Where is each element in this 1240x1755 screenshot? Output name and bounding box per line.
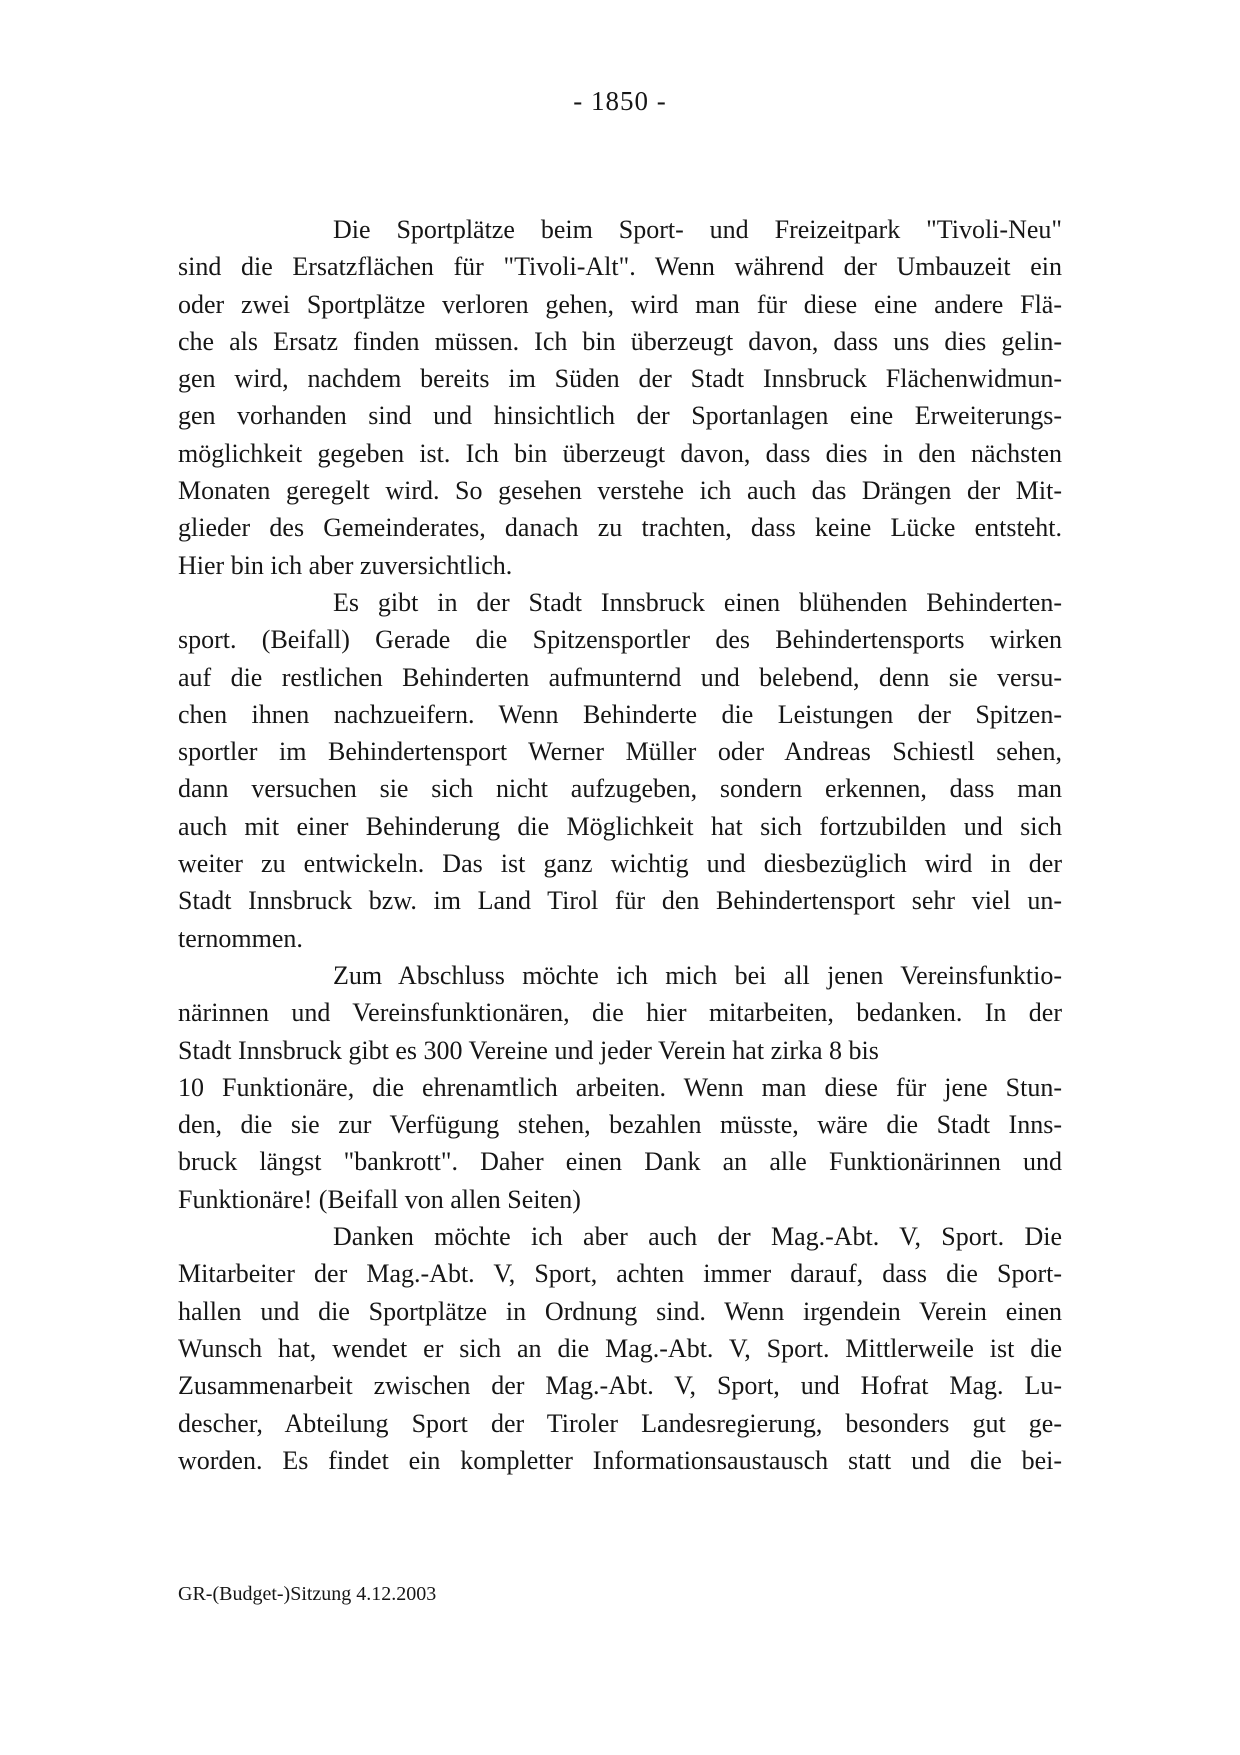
text-line-p3: bruck längst "bankrott". Daher einen Dank an alle Funktionärinnen und: [178, 1147, 1062, 1177]
text-line-p1: Die Sportplätze beim Sport- und Freizeitpark "Tivoli-Neu": [333, 215, 1062, 244]
text-line-p4: Mitarbeiter der Mag.-Abt. V, Sport, achten immer darauf, dass die Sport-: [178, 1259, 1062, 1289]
text-line-p2: auf die restlichen Behinderten aufmunternd und belebend, denn sie versu-: [178, 662, 1062, 692]
text-line-p1: Monaten geregelt wird. So gesehen verstehe ich auch das Drängen der Mit-: [178, 476, 1062, 506]
text-line-p4: hallen und die Sportplätze in Ordnung sind. Wenn irgendein Verein einen: [178, 1296, 1062, 1326]
text-line-p2: sportler im Behindertensport Werner Müller oder Andreas Schiestl sehen,: [178, 737, 1062, 767]
text-line-p1: Hier bin ich aber zuversichtlich.: [178, 550, 513, 580]
page-number: - 1850 -: [573, 86, 667, 116]
text-line-p3: Stadt Innsbruck gibt es 300 Vereine und jeder Verein hat zirka 8 bis: [178, 1035, 879, 1065]
text-line-p3: närinnen und Vereinsfunktionären, die hier mitarbeiten, bedanken. In der: [178, 998, 1062, 1028]
text-line-p2: Es gibt in der Stadt Innsbruck einen blühenden Behinderten-: [333, 587, 1062, 617]
document-body: [178, 211, 1062, 1479]
text-line-p2: dann versuchen sie sich nicht aufzugeben, sondern erkennen, dass man: [178, 774, 1062, 804]
text-line-p1: che als Ersatz finden müssen. Ich bin überzeugt davon, dass uns dies gelin-: [178, 326, 1062, 356]
text-line-p1: möglichkeit gegeben ist. Ich bin überzeugt davon, dass dies in den nächsten: [178, 438, 1062, 468]
text-line-p1: glieder des Gemeinderates, danach zu trachten, dass keine Lücke entsteht.: [178, 513, 1062, 543]
text-line-p4: descher, Abteilung Sport der Tiroler Landesregierung, besonders gut ge-: [178, 1408, 1062, 1438]
text-line-p3: Funktionäre! (Beifall von allen Seiten): [178, 1184, 581, 1214]
text-line-p2: sport. (Beifall) Gerade die Spitzensportler des Behindertensports wirken: [178, 625, 1062, 655]
text-line-p2: ternommen.: [178, 923, 303, 953]
text-line-p2: chen ihnen nachzueifern. Wenn Behinderte die Leistungen der Spitzen-: [178, 699, 1062, 729]
text-line-p3: Zum Abschluss möchte ich mich bei all jenen Vereinsfunktio-: [333, 960, 1062, 990]
text-line-p2: Stadt Innsbruck bzw. im Land Tirol für den Behindertensport sehr viel un-: [178, 886, 1062, 916]
text-line-p2: auch mit einer Behinderung die Möglichkeit hat sich fortzubilden und sich: [178, 811, 1062, 841]
text-line-p1: gen vorhanden sind und hinsichtlich der Sportanlagen eine Erweiterungs-: [178, 401, 1062, 431]
text-line-p1: oder zwei Sportplätze verloren gehen, wird man für diese eine andere Flä-: [178, 289, 1062, 319]
text-line-p4: Zusammenarbeit zwischen der Mag.-Abt. V, Sport, und Hofrat Mag. Lu-: [178, 1371, 1062, 1401]
text-line-p3: den, die sie zur Verfügung stehen, bezahlen müsste, wäre die Stadt Inns-: [178, 1110, 1062, 1140]
text-line-p4: Wunsch hat, wendet er sich an die Mag.-Abt. V, Sport. Mittlerweile ist die: [178, 1333, 1062, 1363]
text-line-p1: sind die Ersatzflächen für "Tivoli-Alt". Wenn während der Umbauzeit ein: [178, 252, 1062, 282]
footer-session-label: GR-(Budget-)Sitzung 4.12.2003: [178, 1583, 437, 1605]
text-line-p3: 10 Funktionäre, die ehrenamtlich arbeiten. Wenn man diese für jene Stun-: [178, 1072, 1062, 1102]
text-line-p4: worden. Es findet ein kompletter Informationsaustausch statt und die bei-: [178, 1445, 1062, 1475]
text-line-p1: gen wird, nachdem bereits im Süden der Stadt Innsbruck Flächenwidmun-: [178, 364, 1062, 394]
text-line-p4: Danken möchte ich aber auch der Mag.-Abt. V, Sport. Die: [333, 1222, 1062, 1252]
text-line-p2: weiter zu entwickeln. Das ist ganz wichtig und diesbezüglich wird in der: [178, 849, 1062, 879]
